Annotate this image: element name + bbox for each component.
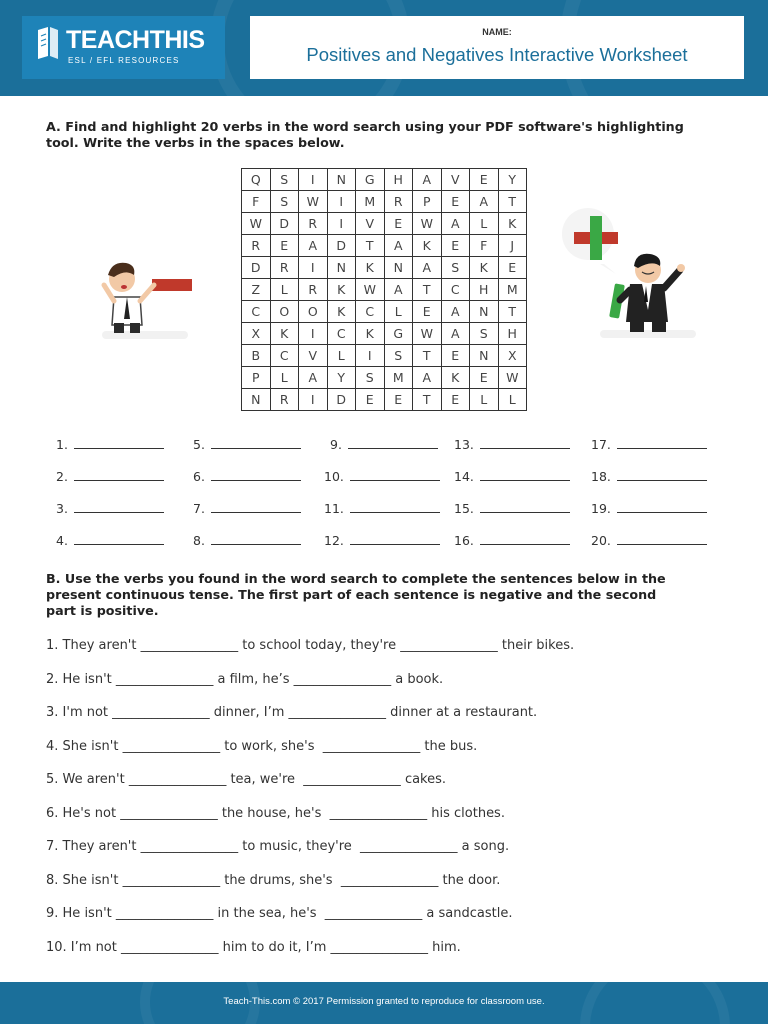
grid-letter-cell[interactable]: F [242, 191, 271, 213]
answer-item [193, 469, 301, 484]
grid-row [242, 367, 527, 389]
grid-letter-cell[interactable]: L [270, 367, 299, 389]
answer-number: 12. [324, 533, 344, 548]
grid-letter-cell[interactable]: W [498, 367, 527, 389]
sentence-10: 10. I’m not _______________ him to do it, I’m _______________ him. [46, 940, 461, 955]
word-search-grid [241, 168, 527, 411]
grid-letter-cell[interactable]: M [384, 367, 413, 389]
logo-subtitle: ESL / EFL RESOURCES [68, 56, 180, 65]
grid-letter-cell[interactable]: E [498, 257, 527, 279]
grid-letter-cell[interactable]: K [498, 213, 527, 235]
positive-businessman-illustration [560, 206, 698, 342]
answer-blank-line[interactable] [211, 544, 301, 545]
grid-letter-cell[interactable]: N [327, 169, 356, 191]
logo-text: TEACHTHIS [66, 26, 205, 54]
answer-number: 4. [56, 533, 68, 548]
negative-businessman-illustration [92, 255, 194, 341]
answer-item [454, 501, 570, 516]
answer-number: 15. [454, 501, 474, 516]
header-banner [0, 0, 768, 96]
grid-letter-cell[interactable]: E [441, 235, 470, 257]
grid-letter-cell[interactable]: R [270, 257, 299, 279]
sentence-9: 9. He isn't _______________ in the sea, he's _______________ a sandcastle. [46, 906, 513, 921]
grid-row [242, 279, 527, 301]
answer-blank-line[interactable] [74, 544, 164, 545]
answer-item [193, 533, 301, 548]
grid-letter-cell[interactable]: E [470, 169, 499, 191]
grid-letter-cell[interactable]: W [413, 213, 442, 235]
grid-letter-cell[interactable]: D [242, 257, 271, 279]
answer-number: 19. [591, 501, 611, 516]
grid-letter-cell[interactable]: K [327, 301, 356, 323]
grid-letter-cell[interactable]: S [441, 257, 470, 279]
grid-letter-cell[interactable]: T [498, 191, 527, 213]
grid-letter-cell[interactable]: A [441, 213, 470, 235]
answer-item [454, 533, 570, 548]
book-icon [36, 26, 60, 60]
answer-item [56, 469, 164, 484]
answer-number: 5. [193, 437, 205, 452]
answer-blank-line[interactable] [74, 448, 164, 449]
grid-letter-cell[interactable]: D [270, 213, 299, 235]
answer-item [591, 437, 707, 452]
grid-letter-cell[interactable]: D [327, 235, 356, 257]
answer-item [591, 533, 707, 548]
answer-blank-line[interactable] [480, 512, 570, 513]
grid-letter-cell[interactable]: A [441, 323, 470, 345]
answer-blank-line[interactable] [480, 448, 570, 449]
grid-letter-cell[interactable]: E [470, 367, 499, 389]
answer-number: 1. [56, 437, 68, 452]
grid-letter-cell[interactable]: Z [242, 279, 271, 301]
grid-letter-cell[interactable]: L [470, 389, 499, 411]
grid-letter-cell[interactable]: E [270, 235, 299, 257]
grid-row [242, 257, 527, 279]
section-a-instruction-line: tool. Write the verbs in the spaces below. [46, 135, 345, 150]
answer-number: 20. [591, 533, 611, 548]
sentence-3: 3. I'm not _______________ dinner, I’m _______________ dinner at a restaurant. [46, 705, 538, 720]
grid-letter-cell[interactable]: C [356, 301, 385, 323]
grid-letter-cell[interactable]: S [470, 323, 499, 345]
grid-row [242, 169, 527, 191]
grid-letter-cell[interactable]: B [242, 345, 271, 367]
section-a-instructions [46, 119, 728, 151]
grid-row [242, 345, 527, 367]
grid-letter-cell[interactable]: A [299, 235, 328, 257]
answer-blank-line[interactable] [617, 544, 707, 545]
grid-letter-cell[interactable]: A [299, 367, 328, 389]
grid-letter-cell[interactable]: F [470, 235, 499, 257]
grid-letter-cell[interactable]: A [413, 367, 442, 389]
grid-letter-cell[interactable]: T [413, 279, 442, 301]
grid-letter-cell[interactable]: A [384, 279, 413, 301]
grid-row [242, 191, 527, 213]
answer-item [56, 533, 164, 548]
worksheet-title: Positives and Negatives Interactive Worksheet [306, 44, 688, 65]
minus-sign-icon [152, 279, 192, 291]
grid-letter-cell[interactable]: K [470, 257, 499, 279]
grid-letter-cell[interactable]: N [470, 301, 499, 323]
answer-item [330, 437, 438, 452]
grid-letter-cell[interactable]: S [270, 191, 299, 213]
grid-letter-cell[interactable]: I [299, 257, 328, 279]
grid-letter-cell[interactable]: L [384, 301, 413, 323]
sentence-5: 5. We aren't _______________ tea, we're _______________ cakes. [46, 772, 447, 787]
answer-blank-line[interactable] [617, 448, 707, 449]
grid-letter-cell[interactable]: E [441, 389, 470, 411]
answer-number: 3. [56, 501, 68, 516]
sentence-8: 8. She isn't _______________ the drums, she's _______________ the door. [46, 873, 501, 888]
grid-row [242, 301, 527, 323]
answer-blank-line[interactable] [348, 448, 438, 449]
grid-letter-cell[interactable]: V [441, 169, 470, 191]
grid-letter-cell[interactable]: N [384, 257, 413, 279]
grid-letter-cell[interactable]: I [299, 169, 328, 191]
title-panel [250, 16, 744, 79]
grid-letter-cell[interactable]: W [413, 323, 442, 345]
grid-letter-cell[interactable]: K [270, 323, 299, 345]
answer-number: 8. [193, 533, 205, 548]
grid-letter-cell[interactable]: T [356, 235, 385, 257]
grid-letter-cell[interactable]: E [441, 345, 470, 367]
answer-blank-line[interactable] [480, 544, 570, 545]
grid-letter-cell[interactable]: I [299, 323, 328, 345]
grid-letter-cell[interactable]: S [384, 345, 413, 367]
grid-letter-cell[interactable]: H [384, 169, 413, 191]
grid-letter-cell[interactable]: R [242, 235, 271, 257]
answer-number: 11. [324, 501, 344, 516]
grid-row [242, 389, 527, 411]
sentence-2: 2. He isn't _______________ a film, he’s _______________ a book. [46, 672, 444, 687]
answer-number: 16. [454, 533, 474, 548]
sentence-1: 1. They aren't _______________ to school today, they're _______________ their bikes. [46, 638, 575, 653]
name-label: NAME: [482, 27, 512, 37]
grid-letter-cell[interactable]: L [327, 345, 356, 367]
grid-letter-cell[interactable]: L [498, 389, 527, 411]
answer-item [454, 437, 570, 452]
grid-letter-cell[interactable]: N [327, 257, 356, 279]
answer-blank-line[interactable] [74, 480, 164, 481]
grid-letter-cell[interactable]: C [242, 301, 271, 323]
grid-letter-cell[interactable]: I [299, 389, 328, 411]
section-b-instructions [46, 571, 728, 619]
sentence-4: 4. She isn't _______________ to work, she's _______________ the bus. [46, 739, 478, 754]
answer-item [324, 501, 440, 516]
grid-row [242, 213, 527, 235]
grid-letter-cell[interactable]: M [498, 279, 527, 301]
grid-letter-cell[interactable]: A [413, 257, 442, 279]
section-b-instruction-line: present continuous tense. The first part of each sentence is negative and the second [46, 587, 657, 602]
grid-letter-cell[interactable]: L [470, 213, 499, 235]
answer-blank-line[interactable] [211, 480, 301, 481]
answer-blank-line[interactable] [350, 512, 440, 513]
answer-blank-line[interactable] [211, 448, 301, 449]
grid-letter-cell[interactable]: M [356, 191, 385, 213]
answer-blank-line[interactable] [617, 480, 707, 481]
copyright-notice: Teach-This.com © 2017 Permission granted to reproduce for classroom use. [223, 996, 545, 1007]
answer-item [324, 533, 440, 548]
grid-letter-cell[interactable]: A [441, 301, 470, 323]
grid-letter-cell[interactable]: E [384, 213, 413, 235]
grid-letter-cell[interactable]: C [327, 323, 356, 345]
section-b-instruction-line: part is positive. [46, 603, 159, 618]
answer-number: 17. [591, 437, 611, 452]
grid-letter-cell[interactable]: Y [498, 169, 527, 191]
answer-number: 2. [56, 469, 68, 484]
grid-letter-cell[interactable]: S [270, 169, 299, 191]
grid-letter-cell[interactable]: J [498, 235, 527, 257]
grid-letter-cell[interactable]: A [384, 235, 413, 257]
grid-letter-cell[interactable]: S [356, 367, 385, 389]
grid-letter-cell[interactable]: T [498, 301, 527, 323]
grid-letter-cell[interactable]: E [384, 389, 413, 411]
answer-blank-line[interactable] [74, 512, 164, 513]
sentence-6: 6. He's not _______________ the house, he's _______________ his clothes. [46, 806, 505, 821]
grid-letter-cell[interactable]: R [299, 213, 328, 235]
grid-letter-cell[interactable]: E [413, 301, 442, 323]
grid-letter-cell[interactable]: X [498, 345, 527, 367]
grid-letter-cell[interactable]: V [299, 345, 328, 367]
answer-number: 7. [193, 501, 205, 516]
grid-letter-cell[interactable]: Q [242, 169, 271, 191]
answer-blank-line[interactable] [211, 512, 301, 513]
grid-letter-cell[interactable]: R [299, 279, 328, 301]
answer-blank-line[interactable] [350, 544, 440, 545]
grid-letter-cell[interactable]: P [242, 367, 271, 389]
grid-letter-cell[interactable]: K [327, 279, 356, 301]
grid-row [242, 235, 527, 257]
grid-letter-cell[interactable]: I [327, 213, 356, 235]
grid-letter-cell[interactable]: A [470, 191, 499, 213]
grid-letter-cell[interactable]: P [413, 191, 442, 213]
grid-letter-cell[interactable]: I [356, 345, 385, 367]
grid-letter-cell[interactable]: H [470, 279, 499, 301]
grid-letter-cell[interactable]: G [384, 323, 413, 345]
grid-letter-cell[interactable]: C [441, 279, 470, 301]
answer-number: 6. [193, 469, 205, 484]
answer-item [454, 469, 570, 484]
grid-letter-cell[interactable]: L [270, 279, 299, 301]
answer-item [324, 469, 440, 484]
grid-letter-cell[interactable]: K [441, 367, 470, 389]
grid-letter-cell[interactable]: V [356, 213, 385, 235]
answer-item [591, 501, 707, 516]
grid-letter-cell[interactable]: X [242, 323, 271, 345]
grid-letter-cell[interactable]: H [498, 323, 527, 345]
grid-letter-cell[interactable]: T [413, 345, 442, 367]
section-a-instruction-line: A. Find and highlight 20 verbs in the word search using your PDF software's highlighting [46, 119, 684, 134]
answer-number: 18. [591, 469, 611, 484]
answer-blank-line[interactable] [480, 480, 570, 481]
grid-letter-cell[interactable]: N [470, 345, 499, 367]
answer-item [56, 501, 164, 516]
grid-letter-cell[interactable]: T [413, 389, 442, 411]
grid-letter-cell[interactable]: O [270, 301, 299, 323]
footer-banner [0, 982, 768, 1024]
sentence-7: 7. They aren't _______________ to music, they're _______________ a song. [46, 839, 510, 854]
grid-letter-cell[interactable]: K [356, 257, 385, 279]
section-b-instruction-line: B. Use the verbs you found in the word search to complete the sentences below in the [46, 571, 666, 586]
grid-letter-cell[interactable]: W [242, 213, 271, 235]
grid-letter-cell[interactable]: K [413, 235, 442, 257]
answer-item [591, 469, 707, 484]
grid-letter-cell[interactable]: R [384, 191, 413, 213]
grid-letter-cell[interactable]: E [441, 191, 470, 213]
grid-letter-cell[interactable]: N [242, 389, 271, 411]
answer-item [193, 437, 301, 452]
grid-letter-cell[interactable]: W [356, 279, 385, 301]
answer-blank-line[interactable] [350, 480, 440, 481]
grid-letter-cell[interactable]: C [270, 345, 299, 367]
grid-letter-cell[interactable]: O [299, 301, 328, 323]
answer-number: 13. [454, 437, 474, 452]
grid-letter-cell[interactable]: W [299, 191, 328, 213]
answer-number: 10. [324, 469, 344, 484]
grid-letter-cell[interactable]: K [356, 323, 385, 345]
answer-number: 9. [330, 437, 342, 452]
answer-blank-line[interactable] [617, 512, 707, 513]
grid-letter-cell[interactable]: R [270, 389, 299, 411]
teachthis-logo [22, 16, 225, 79]
grid-letter-cell[interactable]: Y [327, 367, 356, 389]
grid-letter-cell[interactable]: D [327, 389, 356, 411]
grid-letter-cell[interactable]: A [413, 169, 442, 191]
grid-letter-cell[interactable]: I [327, 191, 356, 213]
grid-row [242, 323, 527, 345]
grid-letter-cell[interactable]: G [356, 169, 385, 191]
answer-item [193, 501, 301, 516]
grid-letter-cell[interactable]: E [356, 389, 385, 411]
answer-number: 14. [454, 469, 474, 484]
answer-item [56, 437, 164, 452]
